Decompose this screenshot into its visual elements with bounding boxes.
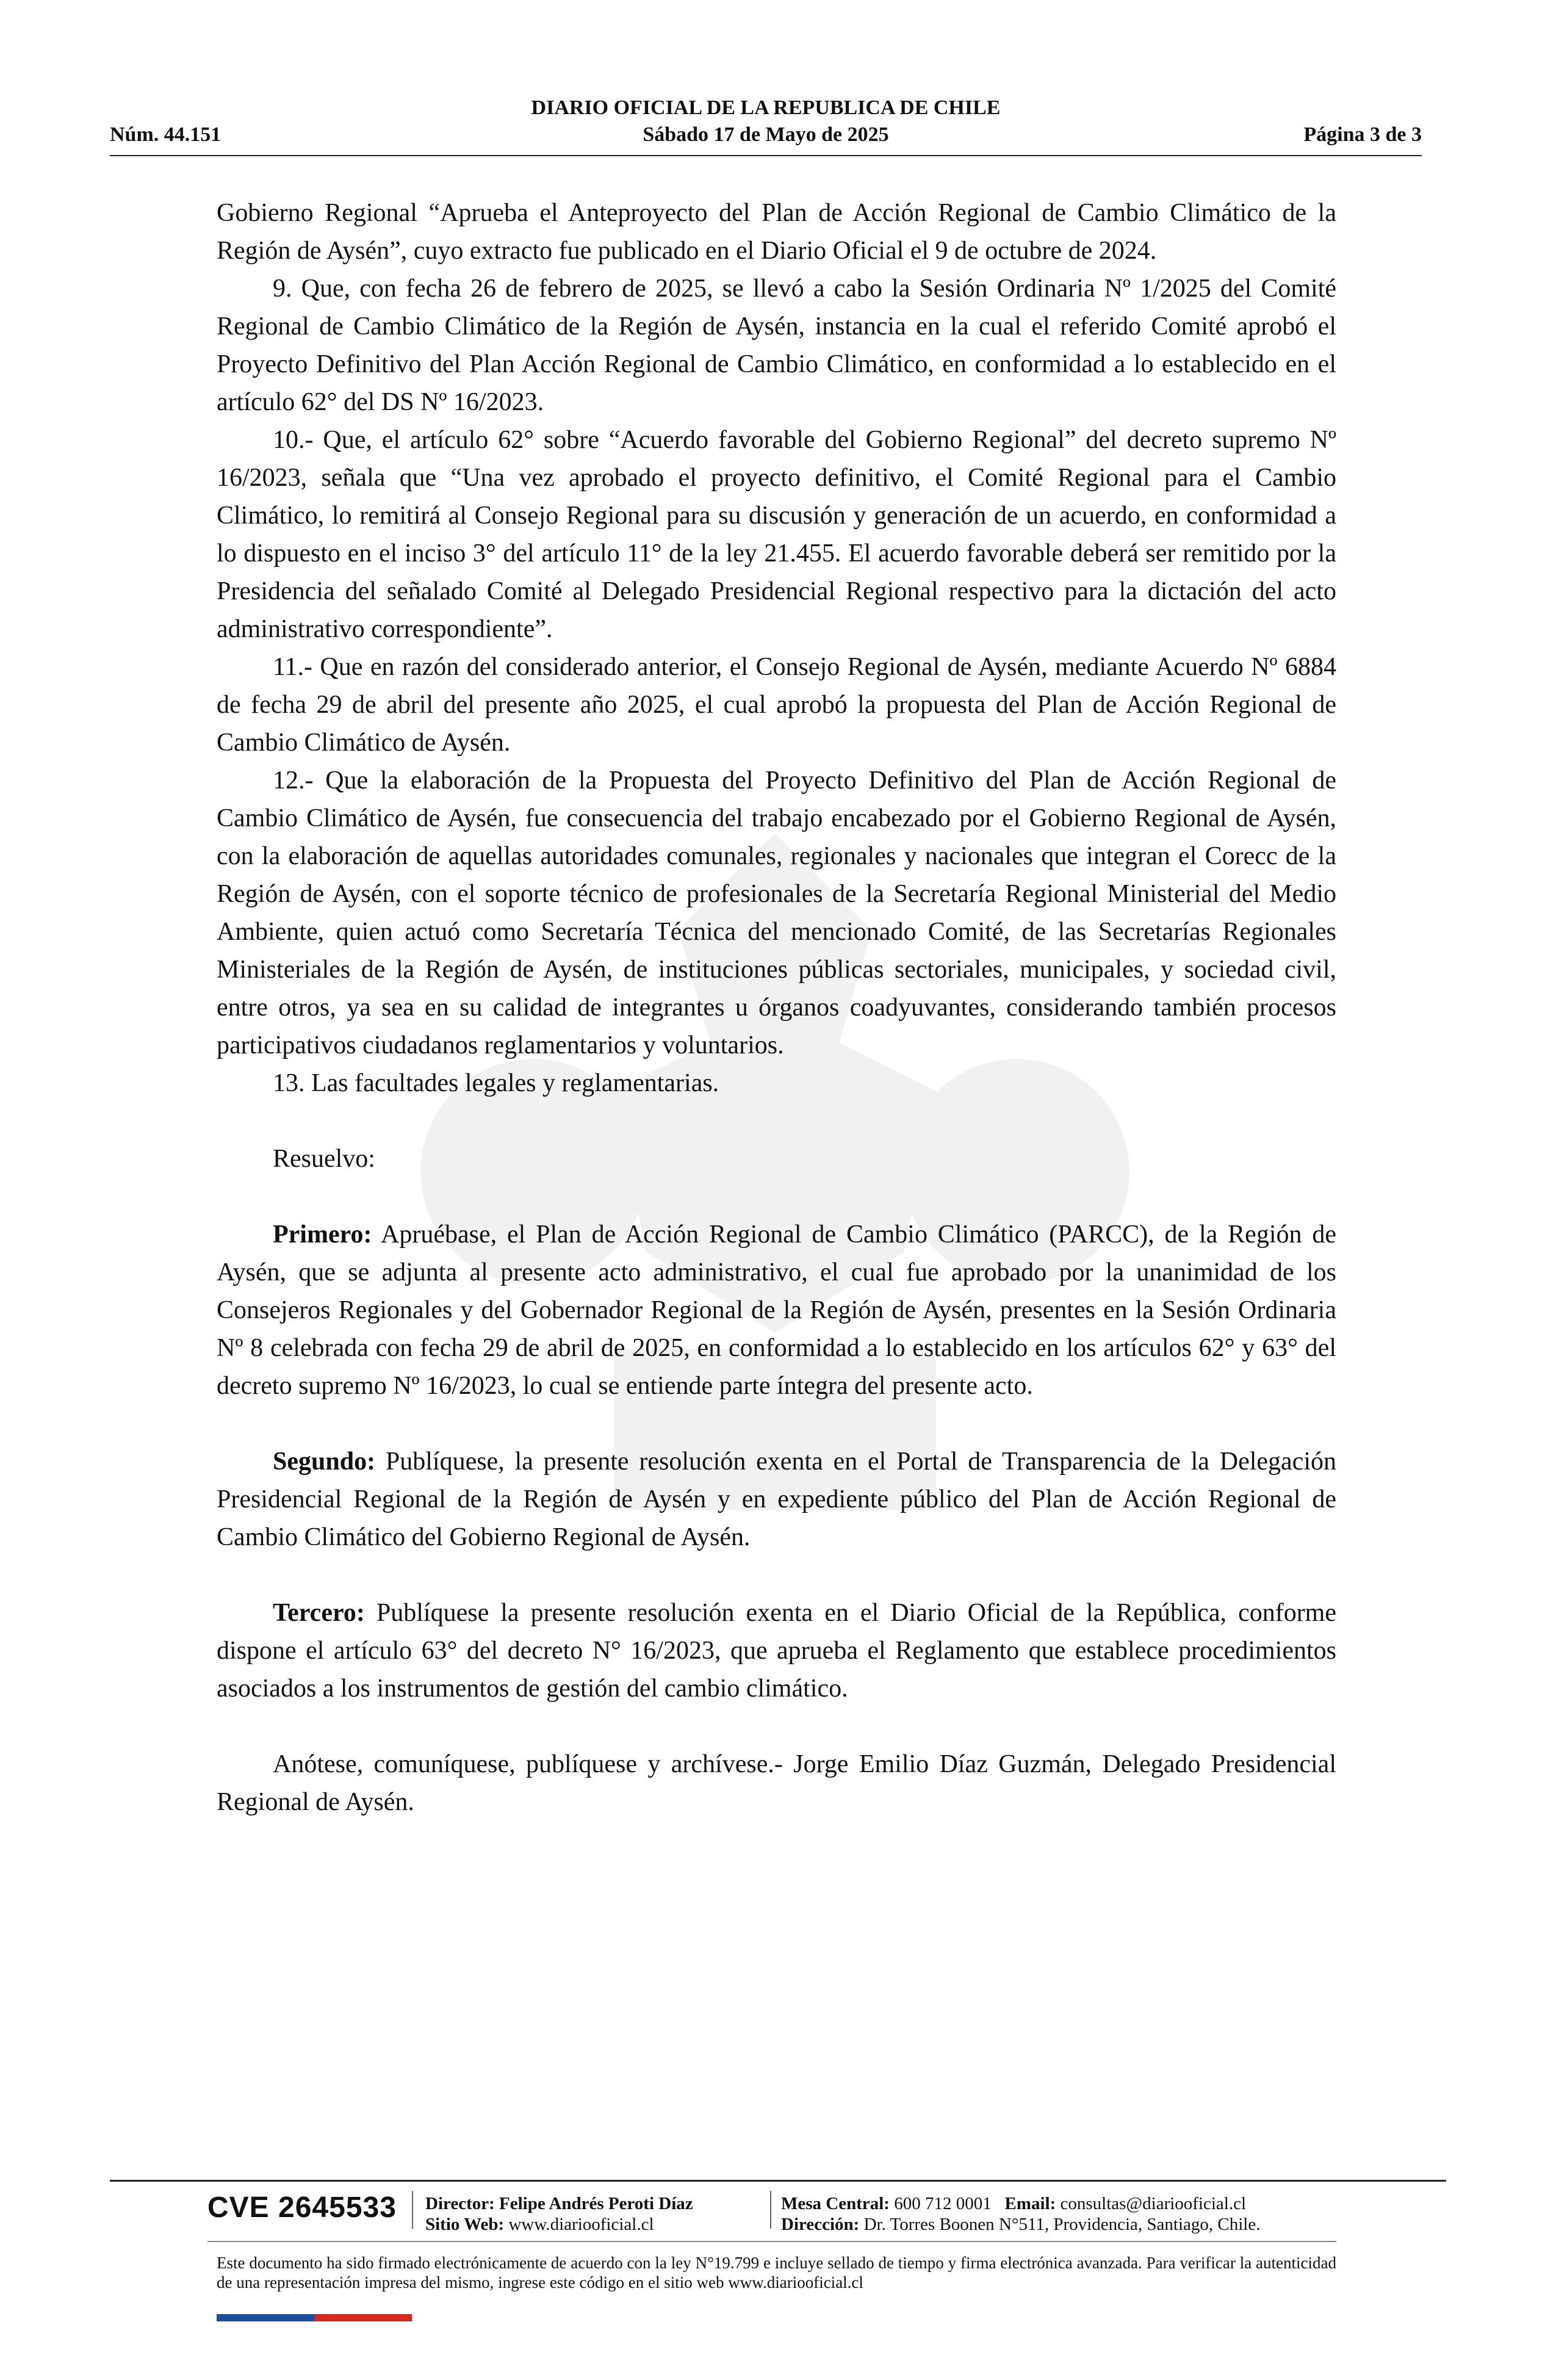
page-number: Página 3 de 3 [1303, 123, 1422, 146]
footer-separator [770, 2191, 771, 2229]
resolution-segundo [217, 1443, 1336, 1556]
issue-date: Sábado 17 de Mayo de 2025 [643, 123, 889, 146]
resolution-tercero [217, 1594, 1336, 1707]
mesa-phone: 600 712 0001 [894, 2194, 992, 2213]
paragraph-11: 11.- Que en razón del considerado anterior, el Consejo Regional de Aysén, mediante Acuerdo Nº 6884 de fecha 29 de abril del presente año 2025, el cual aprobó la propuesta del Plan de Acción Regional de Cambio Climático de Aysén. [217, 653, 1336, 757]
resuelvo-heading: Resuelvo: [273, 1145, 375, 1173]
email-address[interactable]: consultas@diariooficial.cl [1060, 2194, 1247, 2213]
flag-stripe [217, 2314, 265, 2321]
page-footer [110, 2180, 1446, 2363]
document-body [217, 194, 1336, 1821]
footer-divider [110, 2180, 1446, 2182]
address-label: Dirección: [781, 2215, 860, 2234]
closing-signature: Anótese, comuníquese, publíquese y archívese.- Jorge Emilio Díaz Guzmán, Delegado Presidencial Regional de Aysén. [217, 1750, 1336, 1816]
tercero-label: Tercero: [273, 1599, 365, 1627]
site-label: Sitio Web: [425, 2215, 505, 2234]
page-header [110, 92, 1422, 159]
footer-separator [412, 2191, 413, 2229]
segundo-text: Publíquese, la presente resolución exenta en el Portal de Transparencia de la Delegación Presidencial Regional de la Región de Aysén y en expediente público del Plan de Acción Regional de Cambio Climático del Gobierno Regional de Aysén. [217, 1448, 1336, 1551]
header-divider [110, 155, 1422, 156]
director-name: Felipe Andrés Peroti Díaz [499, 2194, 693, 2213]
paragraph-8-continuation: Gobierno Regional “Aprueba el Anteproyecto del Plan de Acción Regional de Cambio Climático de la Región de Aysén”, cuyo extracto fue publicado en el Diario Oficial el 9 de octubre de 2024. [217, 199, 1336, 265]
email-label: Email: [1004, 2194, 1056, 2213]
flag-stripe [314, 2314, 363, 2321]
footer-director-block [425, 2193, 693, 2235]
paragraph-12: 12.- Que la elaboración de la Propuesta del Proyecto Definitivo del Plan de Acción Regional de Cambio Climático de Aysén, fue consecuencia del trabajo encabezado por el Gobierno Regional de Aysén, con la elaboración de aquellas autoridades comunales, regionales y nacionales que integran el Corecc de la Región de Aysén, con el soporte técnico de profesionales de la Secretaría Regional Ministerial del Medio Ambiente, quien actuó como Secretaría Técnica del mencionado Comité, de las Secretarías Regionales Ministeriales de la Región de Aysén, de instituciones públicas sectoriales, municipales, y sociedad civil, entre otros, ya sea en su calidad de integrantes u órganos coadyuvantes, considerando también procesos participativos ciudadanos reglamentarios y voluntarios. [217, 766, 1336, 1059]
electronic-signature-notice: Este documento ha sido firmado electrónicamente de acuerdo con la ley N°19.799 e incluye sellado de tiempo y firma electrónica avanzada. Para verificar la autenticidad de una representación impresa del mismo, ingrese este código en el sitio web www.diariooficial.cl [217, 2254, 1336, 2292]
primero-text: Apruébase, el Plan de Acción Regional de Cambio Climático (PARCC), de la Región de Aysén, que se adjunta al presente acto administrativo, el cual fue aprobado por la unanimidad de los Consejeros Regionales y del Gobernador Regional de la Región de Aysén, presentes en la Sesión Ordinaria Nº 8 celebrada con fecha 29 de abril de 2025, en conformidad a lo establecido en los artículos 62° y 63° del decreto supremo Nº 16/2023, lo cual se entiende parte íntegra del presente acto. [217, 1221, 1336, 1400]
address-text: Dr. Torres Boonen N°511, Providencia, Santiago, Chile. [863, 2215, 1261, 2234]
tercero-text: Publíquese la presente resolución exenta en el Diario Oficial de la República, conforme dispone el artículo 63° del decreto N° 16/2023, que aprueba el Reglamento que establece procedimientos asociados a los instrumentos de gestión del cambio climático. [217, 1599, 1336, 1703]
resolution-primero [217, 1216, 1336, 1405]
newspaper-title: DIARIO OFICIAL DE LA REPUBLICA DE CHILE [531, 96, 1001, 119]
paragraph-10: 10.- Que, el artículo 62° sobre “Acuerdo favorable del Gobierno Regional” del decreto supremo Nº 16/2023, señala que “Una vez aprobado el proyecto definitivo, el Comité Regional para el Cambio Climático, lo remitirá al Consejo Regional para su discusión y generación de un acuerdo, en conformidad a lo dispuesto en el inciso 3° del artículo 11° de la ley 21.455. El acuerdo favorable deberá ser remitido por la Presidencia del señalado Comité al Delegado Presidencial Regional respectivo para la dictación del acto administrativo correspondiente”. [217, 426, 1336, 643]
cve-code: CVE 2645533 [207, 2191, 397, 2224]
flag-stripe [265, 2314, 314, 2321]
director-label: Director: [425, 2194, 495, 2213]
segundo-label: Segundo: [273, 1448, 376, 1476]
footer-inner-divider [207, 2241, 1336, 2242]
chile-flag-stripe-icon [217, 2314, 412, 2321]
site-url[interactable]: www.diariooficial.cl [508, 2215, 654, 2234]
paragraph-13: 13. Las facultades legales y reglamentarias. [273, 1069, 719, 1097]
footer-contact-block [781, 2193, 1260, 2235]
primero-label: Primero: [273, 1221, 372, 1249]
flag-stripe [363, 2314, 412, 2321]
issue-number: Núm. 44.151 [110, 123, 222, 146]
mesa-label: Mesa Central: [781, 2194, 890, 2213]
paragraph-9: 9. Que, con fecha 26 de febrero de 2025, se llevó a cabo la Sesión Ordinaria Nº 1/2025 del Comité Regional de Cambio Climático de la Región de Aysén, instancia en la cual el referido Comité aprobó el Proyecto Definitivo del Plan Acción Regional de Cambio Climático, en conformidad a lo establecido en el artículo 62° del DS Nº 16/2023. [217, 275, 1336, 416]
